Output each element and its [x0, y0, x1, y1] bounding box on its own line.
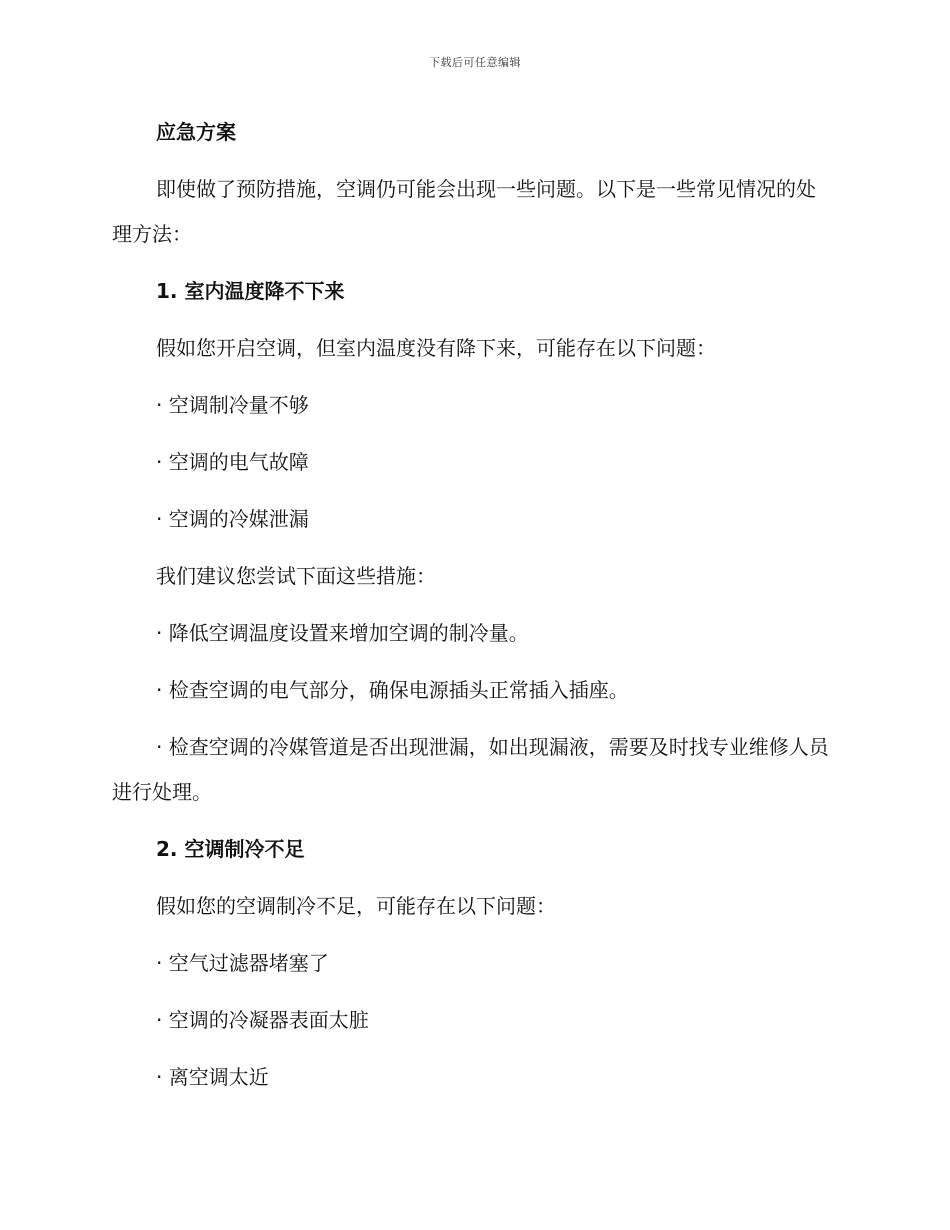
issue2-title: 2. 空调制冷不足	[156, 837, 305, 861]
issue1-measure-item: · 降低空调温度设置来增加空调的制冷量。	[156, 621, 529, 645]
issue2-problem-item: · 空调的冷凝器表面太脏	[156, 1008, 369, 1032]
page-header-note: 下载后可任意编辑	[429, 56, 521, 69]
issue1-measure-item: · 检查空调的电气部分，确保电源插头正常插入插座。	[156, 678, 629, 702]
issue2-problem-item: · 空气过滤器堵塞了	[156, 951, 329, 975]
issue2-problem-item: · 离空调太近	[156, 1065, 269, 1089]
issue1-problem-item: · 空调制冷量不够	[156, 393, 309, 417]
section-title: 应急方案	[156, 120, 236, 144]
issue1-measure-item: · 检查空调的冷媒管道是否出现泄漏，如出现漏液，需要及时找专业维修人员进行处理。	[112, 735, 829, 804]
issue2-description: 假如您的空调制冷不足，可能存在以下问题：	[156, 894, 556, 918]
issue1-advice-intro: 我们建议您尝试下面这些措施：	[156, 564, 436, 588]
document-body	[112, 110, 832, 1112]
issue1-problem-item: · 空调的冷媒泄漏	[156, 507, 309, 531]
issue1-problem-item: · 空调的电气故障	[156, 450, 309, 474]
issue1-title: 1. 室内温度降不下来	[156, 279, 345, 303]
issue1-description: 假如您开启空调，但室内温度没有降下来，可能存在以下问题：	[156, 336, 716, 360]
intro-paragraph: 即使做了预防措施，空调仍可能会出现一些问题。以下是一些常见情况的处理方法：	[112, 177, 816, 246]
